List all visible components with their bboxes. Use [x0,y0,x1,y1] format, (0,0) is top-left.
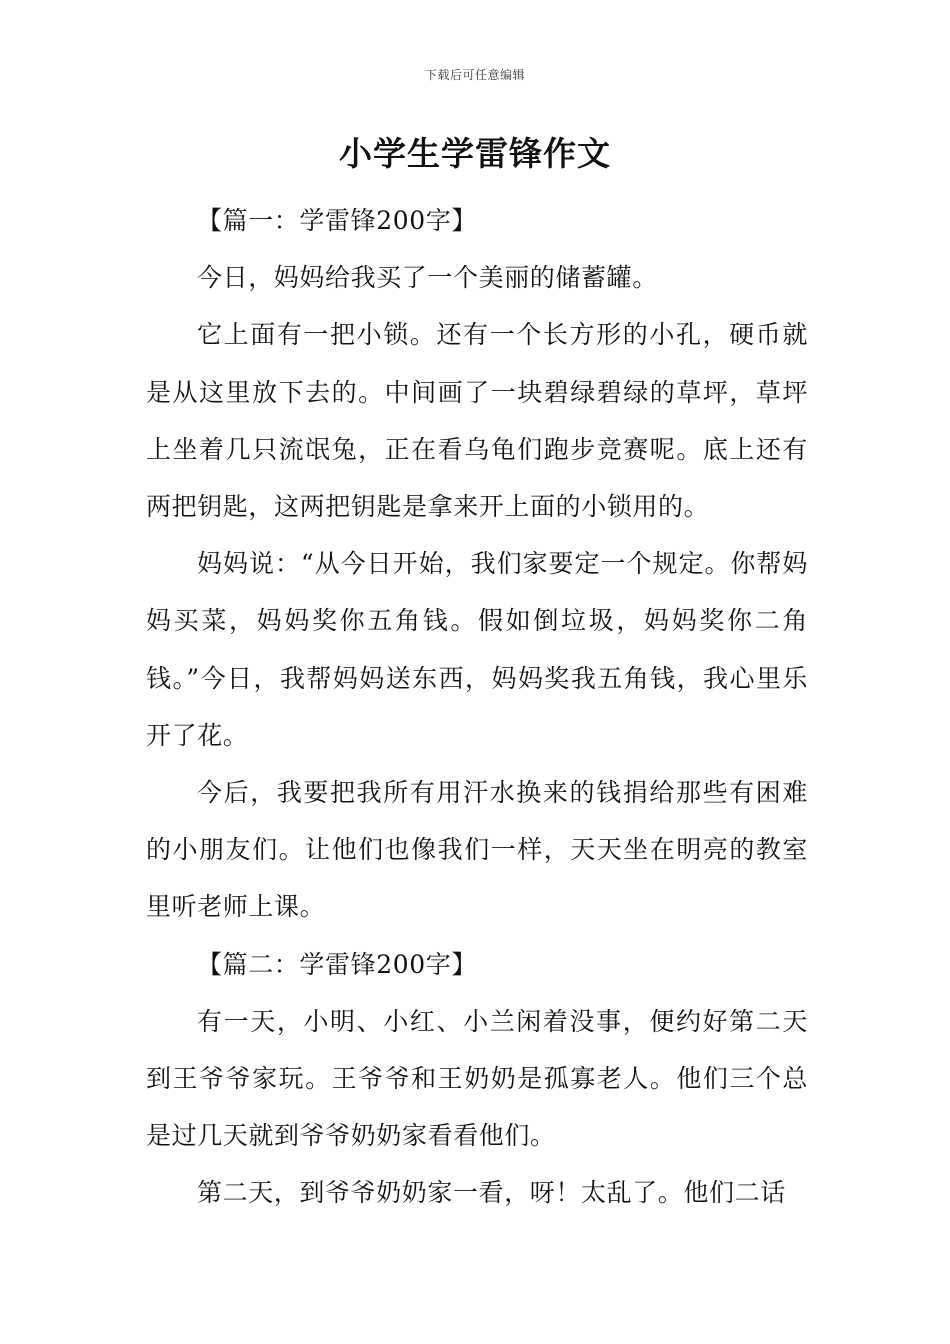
paragraph: 今日，妈妈给我买了一个美丽的储蓄罐。 [197,263,658,293]
document-body [146,192,808,1222]
paragraph: 有一天，小明、小红、小兰闲着没事，便约好第二天到王爷爷家玩。王爷爷和王奶奶是孤寡老人。他们三个总是过几天就到爷爷奶奶家看看他们。 [146,1006,808,1151]
header-note: 下载后可任意编辑 [424,68,525,82]
paragraph: 它上面有一把小锁。还有一个长方形的小孔，硬币就是从这里放下去的。中间画了一块碧绿碧绿的草坪，草坪上坐着几只流氓兔，正在看乌龟们跑步竞赛呢。底上还有两把钥匙，这两把钥匙是拿来开上面的小锁用的。 [146,320,808,522]
paragraph: 妈妈说：“从今日开始，我们家要定一个规定。你帮妈妈买菜，妈妈奖你五角钱。假如倒垃圾，妈妈奖你二角钱。”今日，我帮妈妈送东西，妈妈奖我五角钱，我心里乐开了花。 [146,549,808,750]
document-title: 小学生学雷锋作文 [339,134,611,173]
paragraph: 今后，我要把我所有用汗水换来的钱捐给那些有困难的小朋友们。让他们也像我们一样，天天坐在明亮的教室里听老师上课。 [146,778,808,922]
section-heading: 【篇二：学雷锋200字】 [197,949,477,979]
section-heading: 【篇一：学雷锋200字】 [197,206,477,235]
paragraph: 第二天，到爷爷奶奶家一看，呀！太乱了。他们二话 [197,1178,786,1208]
